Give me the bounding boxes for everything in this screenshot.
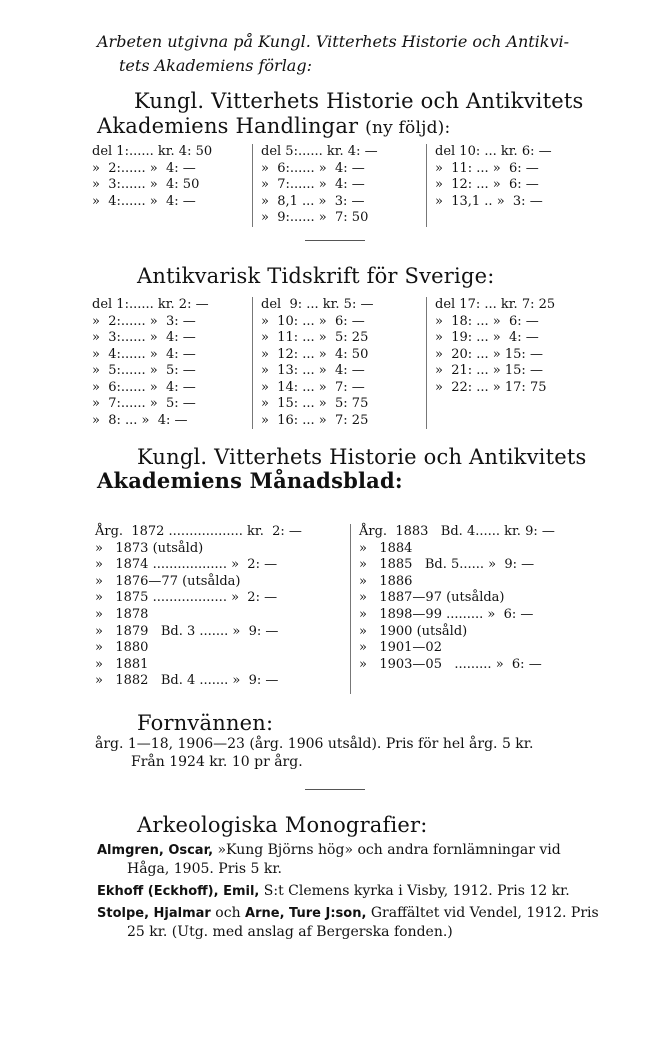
list-item: » 18: ... » 6: — xyxy=(435,313,539,329)
list-item: » 1885 Bd. 5...... » 9: — xyxy=(359,557,535,573)
list-item: » 6:...... » 4: — xyxy=(261,160,365,176)
handlingar-title-sub: (ny följd): xyxy=(365,118,451,138)
manadsblad-col-left xyxy=(95,524,345,690)
list-item: » 12: ... » 4: 50 xyxy=(261,346,369,362)
fornvannen-line-1: årg. 1—18, 1906—23 (årg. 1906 utsåld). Pris för hel årg. 5 kr. xyxy=(95,736,534,752)
list-item: » 8: ... » 4: — xyxy=(92,412,188,428)
list-item xyxy=(97,841,605,879)
list-item: » 1900 (utsåld) xyxy=(359,623,468,639)
list-item: Årg. 1872 .................. kr. 2: — xyxy=(95,524,302,539)
handlingar-title-line2 xyxy=(97,113,450,141)
list-item: » 1887—97 (utsålda) xyxy=(359,590,505,606)
list-item: » 1880 xyxy=(95,640,149,656)
tidskrift-col-1 xyxy=(92,297,252,429)
list-item: del 1:...... kr. 2: — xyxy=(92,297,209,312)
entry-text: Graffältet vid Vendel, 1912. Pris 25 kr. (Utg. med anslag af Bergerska fonden.) xyxy=(127,905,599,940)
list-item: » 11: ... » 5: 25 xyxy=(261,330,369,345)
list-item: » 21: ... » 15: — xyxy=(435,363,543,378)
tidskrift-title: Antikvarisk Tidskrift för Sverige: xyxy=(137,264,495,288)
handlingar-col-3 xyxy=(426,144,595,227)
list-item: del 17: ... kr. 7: 25 xyxy=(435,297,556,312)
manadsblad-title-line2: Akademiens Månadsblad: xyxy=(97,468,403,493)
handlingar-list xyxy=(92,144,595,227)
author-name: Arne, Ture J:son, xyxy=(245,906,367,921)
list-item: » 1886 xyxy=(359,573,413,589)
list-item xyxy=(97,904,605,942)
list-item: » 1876—77 (utsålda) xyxy=(95,573,241,589)
entry-text: »Kung Björns hög» och andra fornlämningar vid Håga, 1905. Pris 5 kr. xyxy=(127,842,561,877)
list-item: » 4:...... » 4: — xyxy=(92,346,196,362)
list-item: » 9:...... » 7: 50 xyxy=(261,210,369,225)
list-item: » 1878 xyxy=(95,606,149,622)
list-item: » 13: ... » 4: — xyxy=(261,363,365,378)
list-item: del 5:...... kr. 4: — xyxy=(261,144,378,159)
list-item: » 1903—05 ......... » 6: — xyxy=(359,656,542,672)
list-item: » 2:...... » 4: — xyxy=(92,160,196,176)
list-item: del 1:...... kr. 4: 50 xyxy=(92,144,213,159)
fornvannen-title: Fornvännen: xyxy=(137,711,274,735)
list-item: » 2:...... » 3: — xyxy=(92,313,196,329)
list-item: del 10: ... kr. 6: — xyxy=(435,144,552,159)
list-item: Årg. 1883 Bd. 4...... kr. 9: — xyxy=(359,524,555,539)
list-item: » 19: ... » 4: — xyxy=(435,330,539,345)
list-item: » 1901—02 xyxy=(359,640,442,656)
list-item: » 3:...... » 4: — xyxy=(92,330,196,345)
intro-line-2: tets Akademiens förlag: xyxy=(119,56,312,75)
handlingar-col-2 xyxy=(252,144,426,227)
list-item: » 16: ... » 7: 25 xyxy=(261,412,369,428)
tidskrift-col-2 xyxy=(252,297,426,429)
list-item: » 22: ... » 17: 75 xyxy=(435,379,547,395)
list-item xyxy=(97,882,605,901)
handlingar-col-1 xyxy=(92,144,252,227)
list-item: » 1881 xyxy=(95,656,149,672)
author-name: Stolpe, Hjalmar xyxy=(97,906,211,921)
list-item: » 7:...... » 4: — xyxy=(261,177,365,192)
list-item: » 5:...... » 5: — xyxy=(92,363,196,378)
list-item: » 20: ... » 15: — xyxy=(435,346,543,362)
list-item: » 6:...... » 4: — xyxy=(92,379,196,395)
list-item: » 1879 Bd. 3 ....... » 9: — xyxy=(95,623,279,639)
list-item: » 1884 xyxy=(359,540,413,556)
intro-heading xyxy=(97,30,597,78)
intro-line-1: Arbeten utgivna på Kungl. Vitterhets Historie och Antikvi- xyxy=(97,32,570,51)
list-item: » 1874 .................. » 2: — xyxy=(95,557,278,573)
fornvannen-line-2: Från 1924 kr. 10 pr årg. xyxy=(131,754,303,770)
list-item: » 1898—99 ......... » 6: — xyxy=(359,606,534,622)
list-item: » 12: ... » 6: — xyxy=(435,177,539,192)
fornvannen-text xyxy=(95,735,615,771)
tidskrift-list xyxy=(92,297,595,429)
entry-text: S:t Clemens kyrka i Visby, 1912. Pris 12 kr. xyxy=(259,883,570,899)
divider xyxy=(305,789,365,790)
manadsblad-col-right xyxy=(350,524,609,694)
list-item: » 15: ... » 5: 75 xyxy=(261,396,369,411)
monografier-title: Arkeologiska Monografier: xyxy=(137,813,428,837)
author-name: Almgren, Oscar, xyxy=(97,843,214,858)
manadsblad-title-line1: Kungl. Vitterhets Historie och Antikvitets xyxy=(137,445,587,469)
list-item: » 7:...... » 5: — xyxy=(92,396,196,411)
entry-text: och xyxy=(210,905,246,921)
list-item: » 4:...... » 4: — xyxy=(92,193,196,209)
author-name: Ekhoff (Eckhoff), Emil, xyxy=(97,884,260,899)
handlingar-title-main: Akademiens Handlingar xyxy=(97,114,366,138)
list-item: » 1875 .................. » 2: — xyxy=(95,590,278,606)
list-item: » 10: ... » 6: — xyxy=(261,313,365,329)
list-item: » 1882 Bd. 4 ....... » 9: — xyxy=(95,673,279,689)
monografier-list xyxy=(97,841,605,945)
list-item: » 3:...... » 4: 50 xyxy=(92,177,200,192)
list-item: » 11: ... » 6: — xyxy=(435,160,539,176)
handlingar-title-line1: Kungl. Vitterhets Historie och Antikvitets xyxy=(134,89,584,113)
list-item: » 8,1 ... » 3: — xyxy=(261,193,365,209)
list-item: » 1873 (utsåld) xyxy=(95,540,204,556)
list-item: » 13,1 .. » 3: — xyxy=(435,193,543,209)
list-item: del 9: ... kr. 5: — xyxy=(261,297,374,312)
tidskrift-col-3 xyxy=(426,297,595,429)
divider xyxy=(305,240,365,241)
list-item: » 14: ... » 7: — xyxy=(261,379,365,395)
